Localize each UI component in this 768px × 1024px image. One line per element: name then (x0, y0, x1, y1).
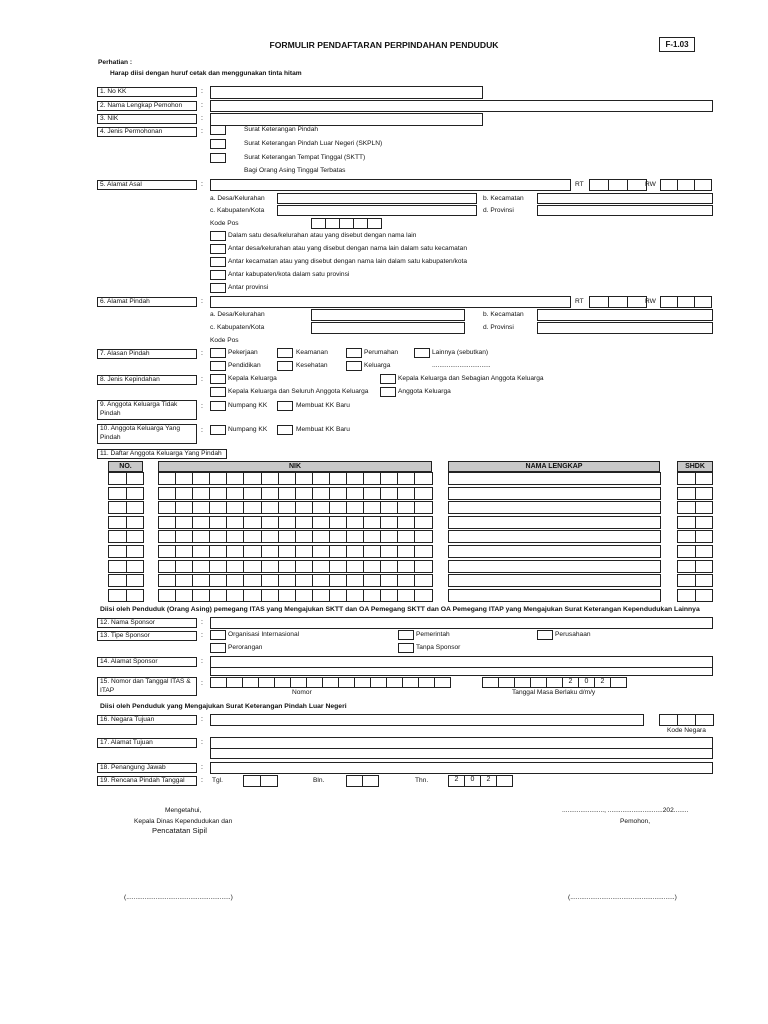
label-jenis-permohonan: 4. Jenis Permohonan (97, 127, 197, 137)
klasifikasi-checkbox[interactable] (210, 283, 226, 293)
row-no-cells[interactable] (108, 516, 143, 529)
kecamatan-field[interactable] (537, 309, 713, 321)
row-nik-cells[interactable] (158, 574, 432, 587)
sponsor-perorangan: Perorangan (228, 644, 263, 651)
desa-field[interactable] (277, 193, 477, 204)
klasifikasi-checkbox[interactable] (210, 231, 226, 241)
rw-label: RW (645, 181, 656, 188)
row-nama-field[interactable] (448, 516, 660, 529)
nomor-itas-cells[interactable] (210, 677, 450, 688)
sig-mengetahui: Mengetahui, (165, 807, 202, 814)
colon: : (201, 716, 203, 723)
itas-nomor-caption: Nomor (292, 689, 312, 696)
sig-left-line: (.........................................................) (124, 894, 233, 901)
klasifikasi-option: Antar kabupaten/kota dalam satu provinsi (228, 271, 350, 278)
sponsor-pemerintah: Pemerintah (416, 631, 450, 638)
row-nama-field[interactable] (448, 530, 660, 543)
row-nik-cells[interactable] (158, 589, 432, 602)
label-anggota-tidak-pindah: 9. Anggota Keluarga Tidak Pindah (97, 400, 197, 420)
year-digit: 2 (448, 775, 465, 787)
alasan-pendidikan: Pendidikan (228, 362, 261, 369)
row-nik-cells[interactable] (158, 530, 432, 543)
colon: : (201, 764, 203, 771)
jenis-option: Bagi Orang Asing Tinggal Terbatas (244, 167, 346, 174)
jenis-checkbox[interactable] (210, 125, 226, 135)
jenis-option: Surat Keterangan Tempat Tinggal (SKTT) (244, 154, 366, 161)
jenis-option: Surat Keterangan Pindah Luar Negeri (SKPLN) (244, 140, 383, 147)
row-no-cells[interactable] (108, 472, 143, 485)
alasan-pekerjaan: Pekerjaan (228, 349, 258, 356)
kepindahan-kk: Kepala Keluarga (228, 375, 277, 382)
section-asing-title: Diisi oleh Penduduk (Orang Asing) pemegang ITAS yang Mengajukan SKTT dan OA Pemegang SKTT dan OA Pemegang ITAP yang Mengajukan Surat Keterangan Kependudukan Lainnya (100, 606, 700, 613)
row-nama-field[interactable] (448, 545, 660, 558)
form-title: FORMULIR PENDAFTARAN PERPINDAHAN PENDUDUK (269, 40, 499, 50)
sponsor-checkbox[interactable] (537, 630, 553, 640)
klasifikasi-option: Antar kecamatan atau yang disebut dengan nama lain dalam satu kabupaten/kota (228, 258, 468, 265)
kecamatan-field[interactable] (537, 193, 713, 204)
label-nik: 3. NIK (97, 114, 197, 124)
row-nama-field[interactable] (448, 472, 660, 485)
colon: : (201, 181, 203, 188)
colon: : (201, 427, 203, 434)
alamat-sponsor-field-2[interactable] (210, 667, 713, 676)
alasan-keluarga: Keluarga (364, 362, 391, 369)
alamat-tujuan-field-2[interactable] (210, 748, 713, 759)
label-anggota-yang-pindah: 10. Anggota Keluarga Yang Pindah (97, 424, 197, 444)
penanggung-jawab-field[interactable] (210, 762, 713, 774)
colon: : (201, 739, 203, 746)
row-shdk-cells[interactable] (677, 472, 712, 485)
colon: : (201, 115, 203, 122)
kode-negara-caption: Kode Negara (667, 727, 706, 734)
label-alamat-asal: 5. Alamat Asal (97, 180, 197, 190)
numpang-checkbox[interactable] (210, 401, 226, 411)
colon: : (201, 777, 203, 784)
rw-cells[interactable] (660, 179, 711, 191)
year-digit: 2 (594, 677, 611, 688)
label-daftar-anggota: 11. Daftar Anggota Keluarga Yang Pindah (97, 449, 227, 459)
kode-pos-label: Kode Pos (210, 337, 239, 344)
alasan-perumahan: Perumahan (364, 349, 399, 356)
year-digit: 0 (578, 677, 595, 688)
row-no-cells[interactable] (108, 545, 143, 558)
sponsor-checkbox[interactable] (398, 630, 414, 640)
row-shdk-cells[interactable] (677, 545, 712, 558)
alasan-kesehatan: Kesehatan (296, 362, 328, 369)
alasan-lainnya-dots: ................................ (432, 362, 491, 369)
row-shdk-cells[interactable] (677, 589, 712, 602)
colon: : (201, 88, 203, 95)
colon: : (201, 102, 203, 109)
alasan-checkbox[interactable] (210, 348, 226, 358)
rt-label: RT (575, 181, 584, 188)
rt-cells[interactable] (589, 296, 646, 308)
provinsi-label: d. Provinsi (483, 207, 514, 214)
kode-pos-label: Kode Pos (210, 220, 239, 227)
row-nama-field[interactable] (448, 589, 660, 602)
label-penanggung-jawab: 18. Penangung Jawab (97, 763, 197, 773)
row-nik-cells[interactable] (158, 472, 432, 485)
alasan-keamanan: Keamanan (296, 349, 328, 356)
membuat-label: Membuat KK Baru (296, 402, 350, 409)
row-nik-cells[interactable] (158, 545, 432, 558)
year-digit: 2 (562, 677, 579, 688)
table-header-nik: NIK (158, 461, 432, 472)
sponsor-checkbox[interactable] (210, 630, 226, 640)
row-nik-cells[interactable] (158, 501, 432, 514)
label-nama-pemohon: 2. Nama Lengkap Pemohon (97, 101, 197, 111)
membuat-checkbox[interactable] (277, 401, 293, 411)
label-nama-sponsor: 12. Nama Sponsor (97, 618, 197, 628)
table-header-nama: NAMA LENGKAP (448, 461, 660, 472)
alasan-lainnya: Lainnya (sebutkan) (432, 349, 489, 356)
kode-pos-cells[interactable] (311, 218, 381, 229)
label-rencana-pindah: 19. Rencana Pindah Tanggal (97, 776, 197, 786)
thn-cells[interactable] (448, 775, 512, 787)
label-alamat-tujuan: 17. Alamat Tujuan (97, 738, 197, 748)
sig-pencatatan: Pencatatan Sipil (152, 826, 207, 835)
label-alasan-pindah: 7. Alasan Pindah (97, 349, 197, 359)
alamat-asal-field[interactable] (210, 179, 571, 191)
numpang-label: Numpang KK (228, 426, 268, 433)
row-no-cells[interactable] (108, 530, 143, 543)
desa-label: a. Desa/Kelurahan (210, 195, 265, 202)
row-nik-cells[interactable] (158, 487, 432, 500)
alasan-checkbox[interactable] (346, 361, 362, 371)
row-shdk-cells[interactable] (677, 501, 712, 514)
kepindahan-checkbox[interactable] (210, 387, 226, 397)
negara-tujuan-field[interactable] (210, 714, 644, 726)
table-header-shdk: SHDK (677, 461, 713, 472)
row-nik-cells[interactable] (158, 560, 432, 573)
thn-label: Thn. (415, 777, 429, 784)
form-code-badge: F-1.03 (659, 37, 695, 52)
bln-label: Bln. (313, 777, 325, 784)
itas-tanggal-cells[interactable] (482, 677, 626, 688)
row-shdk-cells[interactable] (677, 530, 712, 543)
kecamatan-label: b. Kecamatan (483, 311, 524, 318)
row-no-cells[interactable] (108, 589, 143, 602)
membuat-checkbox[interactable] (277, 425, 293, 435)
alasan-checkbox[interactable] (277, 361, 293, 371)
jenis-checkbox[interactable] (210, 153, 226, 163)
alamat-pindah-field[interactable] (210, 296, 571, 308)
row-no-cells[interactable] (108, 560, 143, 573)
colon: : (201, 376, 203, 383)
kabupaten-field[interactable] (277, 205, 477, 216)
numpang-label: Numpang KK (228, 402, 268, 409)
jenis-checkbox[interactable] (210, 139, 226, 149)
klasifikasi-checkbox[interactable] (210, 270, 226, 280)
alasan-checkbox[interactable] (277, 348, 293, 358)
notice-text: Harap diisi dengan huruf cetak dan menggunakan tinta hitam (110, 70, 302, 77)
provinsi-label: d. Provinsi (483, 324, 514, 331)
klasifikasi-option: Antar provinsi (228, 284, 269, 291)
sponsor-checkbox[interactable] (210, 643, 226, 653)
row-nama-field[interactable] (448, 574, 660, 587)
label-tipe-sponsor: 13. Tipe Sponsor (97, 631, 197, 641)
row-no-cells[interactable] (108, 501, 143, 514)
row-nama-field[interactable] (448, 501, 660, 514)
sponsor-perusahaan: Perusahaan (555, 631, 591, 638)
row-nama-field[interactable] (448, 560, 660, 573)
colon: : (201, 128, 203, 135)
rw-cells[interactable] (660, 296, 711, 308)
nama-sponsor-field[interactable] (210, 617, 713, 629)
kabupaten-field[interactable] (311, 322, 465, 334)
kepindahan-checkbox[interactable] (380, 374, 396, 384)
colon: : (201, 632, 203, 639)
kode-negara-cells[interactable] (659, 714, 713, 726)
no-kk-field[interactable] (210, 86, 483, 99)
row-shdk-cells[interactable] (677, 516, 712, 529)
label-nomor-itas: 15. Nomor dan Tanggal ITAS & ITAP (97, 677, 197, 696)
row-no-cells[interactable] (108, 574, 143, 587)
label-jenis-kepindahan: 8. Jenis Kepindahan (97, 375, 197, 385)
row-shdk-cells[interactable] (677, 560, 712, 573)
colon: : (201, 680, 203, 687)
alasan-checkbox[interactable] (346, 348, 362, 358)
table-header-no: NO. (108, 461, 143, 472)
label-negara-tujuan: 16. Negara Tujuan (97, 715, 197, 725)
kabupaten-label: c. Kabupaten/Kota (210, 207, 265, 214)
desa-label: a. Desa/Kelurahan (210, 311, 265, 318)
notice-title: Perhatian : (98, 59, 133, 66)
tgl-cells[interactable] (243, 775, 277, 787)
provinsi-field[interactable] (537, 322, 713, 334)
rw-label: RW (645, 298, 656, 305)
kepindahan-kk-sebagian: Kepala Keluarga dan Sebagian Anggota Keluarga (398, 375, 544, 382)
kecamatan-label: b. Kecamatan (483, 195, 524, 202)
numpang-checkbox[interactable] (210, 425, 226, 435)
colon: : (201, 350, 203, 357)
section-skpln-title: Diisi oleh Penduduk yang Mengajukan Surat Keterangan Pindah Luar Negeri (100, 703, 347, 710)
klasifikasi-option: Dalam satu desa/kelurahan atau yang disebut dengan nama lain (228, 232, 417, 239)
rt-cells[interactable] (589, 179, 646, 191)
alasan-checkbox[interactable] (210, 361, 226, 371)
jenis-option: Surat Keterangan Pindah (244, 126, 319, 133)
sig-kepala: Kepala Dinas Kependudukan dan (134, 818, 233, 825)
colon: : (201, 619, 203, 626)
sponsor-tanpa: Tanpa Sponsor (416, 644, 461, 651)
bln-cells[interactable] (346, 775, 378, 787)
label-alamat-pindah: 6. Alamat Pindah (97, 297, 197, 307)
sig-pemohon: Pemohon, (620, 818, 651, 825)
klasifikasi-option: Antar desa/kelurahan atau yang disebut dengan nama lain dalam satu kecamatan (228, 245, 468, 252)
itas-tanggal-caption: Tanggal Masa Berlaku d/m/y (512, 689, 596, 696)
row-shdk-cells[interactable] (677, 574, 712, 587)
year-digit: 2 (480, 775, 497, 787)
row-nama-field[interactable] (448, 487, 660, 500)
kepindahan-checkbox[interactable] (380, 387, 396, 397)
sponsor-checkbox[interactable] (398, 643, 414, 653)
row-nik-cells[interactable] (158, 516, 432, 529)
klasifikasi-checkbox[interactable] (210, 257, 226, 267)
colon: : (201, 658, 203, 665)
label-alamat-sponsor: 14. Alamat Sponsor (97, 657, 197, 667)
sig-date-line: ......................., ..............................202........ (562, 807, 689, 814)
colon: : (201, 298, 203, 305)
colon: : (201, 403, 203, 410)
sponsor-organisasi: Organisasi Internasional (228, 631, 300, 638)
kepindahan-anggota: Anggota Keluarga (398, 388, 451, 395)
label-no-kk: 1. No KK (97, 87, 197, 97)
tgl-label: Tgl. (212, 777, 223, 784)
rt-label: RT (575, 298, 584, 305)
membuat-label: Membuat KK Baru (296, 426, 350, 433)
alasan-checkbox[interactable] (414, 348, 430, 358)
row-no-cells[interactable] (108, 487, 143, 500)
year-digit: 0 (464, 775, 481, 787)
desa-field[interactable] (311, 309, 465, 321)
kabupaten-label: c. Kabupaten/Kota (210, 324, 265, 331)
provinsi-field[interactable] (537, 205, 713, 216)
row-shdk-cells[interactable] (677, 487, 712, 500)
sig-right-line: (.........................................................) (568, 894, 677, 901)
kepindahan-kk-seluruh: Kepala Keluarga dan Seluruh Anggota Keluarga (228, 388, 369, 395)
kepindahan-checkbox[interactable] (210, 374, 226, 384)
nama-pemohon-field[interactable] (210, 100, 713, 112)
klasifikasi-checkbox[interactable] (210, 244, 226, 254)
